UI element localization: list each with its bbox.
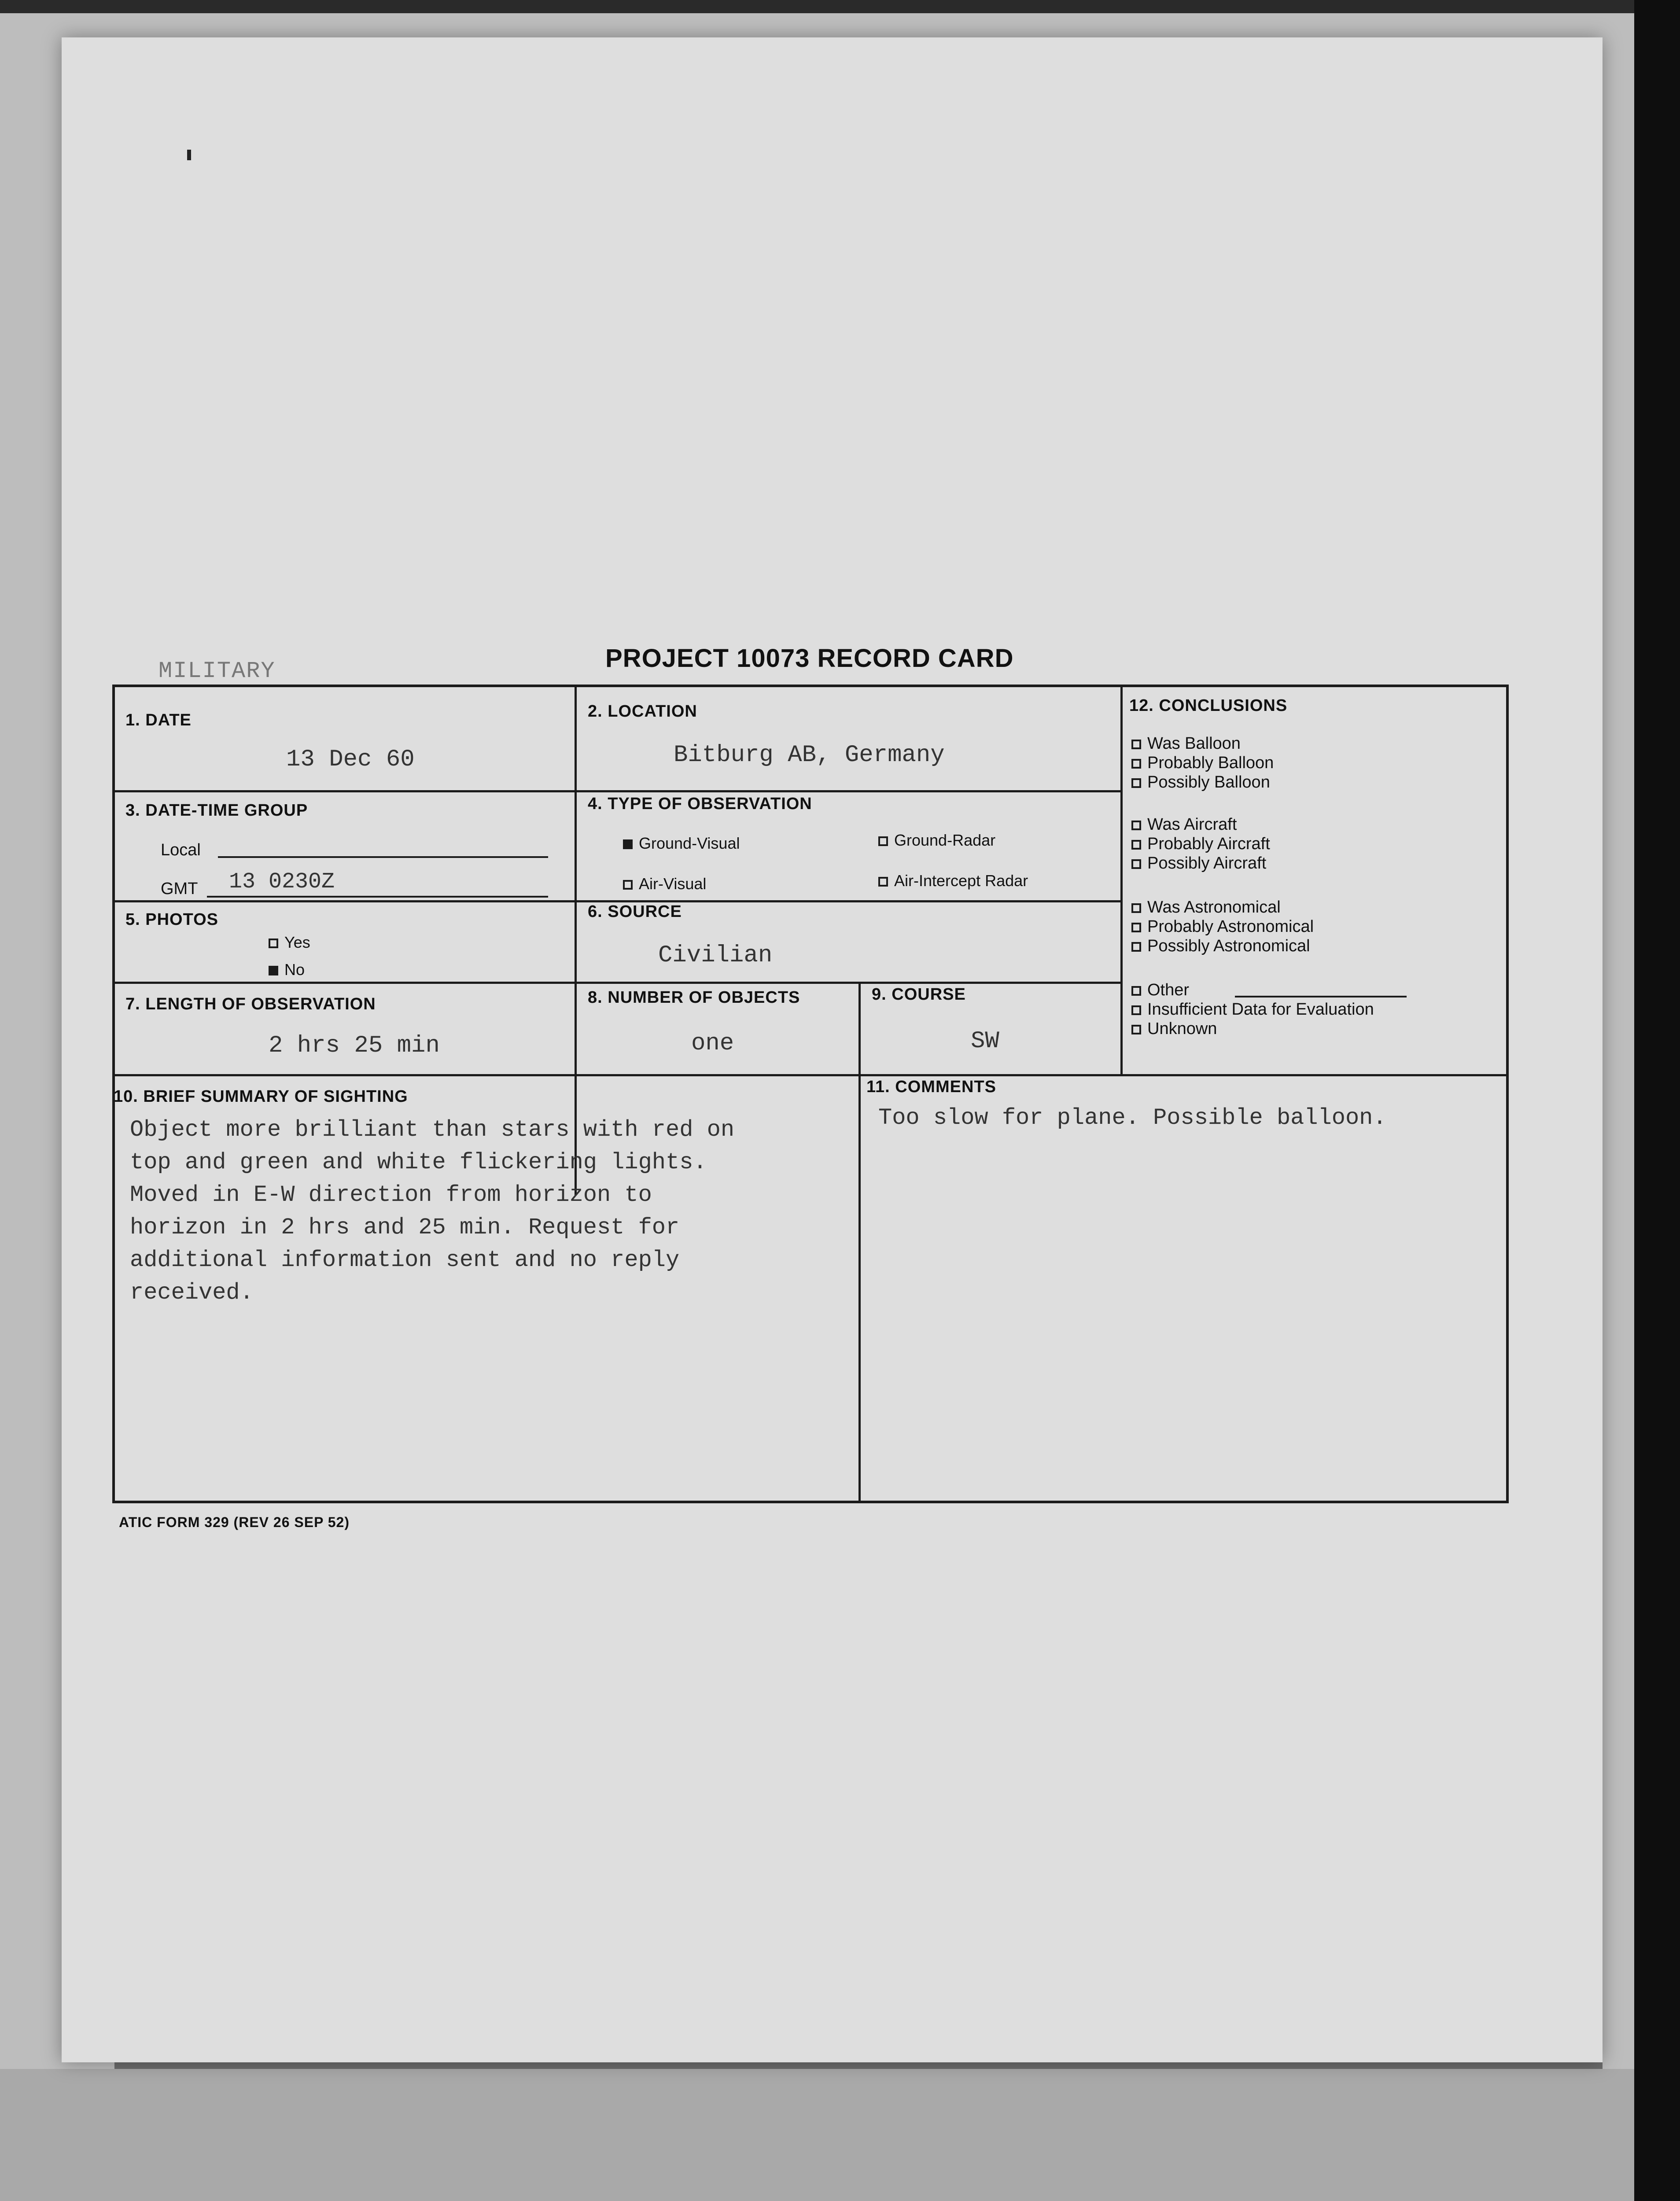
photos-yes-label: Yes [284,933,310,951]
conclusion-item [1131,815,1237,834]
other-underline [1235,996,1407,997]
date-time-group-label: 3. DATE-TIME GROUP [125,801,308,820]
conclusion-checkbox [1131,1005,1141,1015]
obs-ground-radar-label: Ground-Radar [894,831,996,849]
photos-no [269,961,305,979]
obs-air-intercept-radar-checkbox [878,877,888,887]
conclusion-item [1131,937,1310,956]
date-label: 1. DATE [125,711,192,729]
obs-ground-visual-checkbox [623,839,633,849]
obs-air-visual-label: Air-Visual [639,875,707,893]
summary-line: Moved in E-W direction from horizon to [130,1182,652,1208]
course-label: 9. COURSE [872,985,966,1004]
conclusion-item [1131,854,1266,873]
conclusion-item-label: Probably Aircraft [1147,835,1270,853]
observation-type-label: 4. TYPE OF OBSERVATION [588,795,812,813]
divider-row-3 [112,982,1120,984]
summary-line: additional information sent and no reply [130,1247,680,1273]
objects-value: one [691,1030,734,1057]
summary-line: Object more brilliant than stars with red on [130,1117,735,1143]
conclusion-item-label: Was Aircraft [1147,815,1237,834]
conclusion-item [1131,1020,1217,1038]
comments-text: Too slow for plane. Possible balloon. [878,1105,1387,1131]
conclusion-item [1131,917,1314,936]
conclusion-checkbox [1131,778,1141,788]
summary-line: horizon in 2 hrs and 25 min. Request for [130,1215,680,1240]
summary-label: 10. BRIEF SUMMARY OF SIGHTING [114,1087,408,1106]
conclusion-item-label: Probably Astronomical [1147,917,1314,936]
scan-bottom-band [0,2069,1634,2201]
scan-top-border [0,0,1680,13]
objects-label: 8. NUMBER OF OBJECTS [588,988,800,1007]
conclusion-item [1131,1000,1374,1019]
conclusion-item [1131,754,1274,773]
conclusion-item-label: Possibly Astronomical [1147,937,1310,955]
conclusion-checkbox [1131,759,1141,769]
length-value: 2 hrs 25 min [269,1032,440,1059]
conclusion-item-label: Probably Balloon [1147,754,1274,772]
conclusion-checkbox [1131,840,1141,850]
divider-col-conclusions [1120,685,1123,1076]
conclusion-checkbox [1131,740,1141,749]
photos-no-checkbox [269,966,278,975]
length-label: 7. LENGTH OF OBSERVATION [125,995,376,1013]
location-label: 2. LOCATION [588,702,697,721]
conclusion-item-label: Possibly Aircraft [1147,854,1267,872]
divider-row-1 [112,790,1120,792]
conclusion-item-label: Was Balloon [1147,734,1241,753]
conclusion-checkbox [1131,986,1141,996]
conclusion-checkbox [1131,821,1141,830]
conclusion-item [1131,773,1270,792]
obs-air-visual [623,875,706,893]
divider-row-4 [112,1074,1509,1076]
conclusion-checkbox [1131,923,1141,932]
photos-yes-checkbox [269,939,278,948]
obs-air-intercept-radar [878,872,1028,890]
gmt-value: 13 0230Z [229,869,335,894]
obs-air-intercept-radar-label: Air-Intercept Radar [894,872,1028,890]
summary-text [130,1114,852,1309]
conclusion-checkbox [1131,859,1141,869]
gmt-label: GMT [161,880,198,898]
conclusion-item-label: Other [1147,981,1190,999]
summary-line: received. [130,1280,254,1306]
local-label: Local [161,841,201,859]
photos-yes [269,933,310,952]
form-identifier: ATIC FORM 329 (REV 26 SEP 52) [119,1514,350,1530]
conclusion-item [1131,734,1241,753]
obs-ground-visual [623,834,740,853]
conclusion-item-label: Was Astronomical [1147,898,1281,916]
obs-air-visual-checkbox [623,880,633,890]
comments-label: 11. COMMENTS [866,1078,996,1096]
date-value: 13 Dec 60 [286,746,415,773]
local-underline [218,856,548,858]
page-speck [187,150,191,160]
classification-stamp: MILITARY [158,658,276,684]
conclusion-item [1131,981,1189,1000]
conclusion-item-label: Insufficient Data for Evaluation [1147,1000,1374,1019]
conclusion-item-label: Unknown [1147,1020,1217,1038]
source-label: 6. SOURCE [588,902,682,921]
conclusion-item [1131,835,1270,854]
card-title: PROJECT 10073 RECORD CARD [605,644,1014,673]
obs-ground-visual-label: Ground-Visual [639,834,740,852]
obs-ground-radar-checkbox [878,836,888,846]
conclusion-item-label: Possibly Balloon [1147,773,1270,791]
obs-ground-radar [878,831,995,850]
divider-col-course [858,982,861,1503]
photos-no-label: No [284,961,305,979]
source-value: Civilian [658,942,773,969]
location-value: Bitburg AB, Germany [674,742,945,769]
scan-right-border [1634,0,1680,2201]
course-value: SW [971,1028,999,1055]
conclusion-checkbox [1131,1025,1141,1034]
summary-line: top and green and white flickering lights. [130,1149,707,1175]
conclusion-checkbox [1131,903,1141,913]
conclusion-checkbox [1131,942,1141,952]
photos-label: 5. PHOTOS [125,910,219,929]
gmt-underline [207,896,548,898]
conclusion-item [1131,898,1281,917]
conclusions-label: 12. CONCLUSIONS [1129,696,1288,715]
